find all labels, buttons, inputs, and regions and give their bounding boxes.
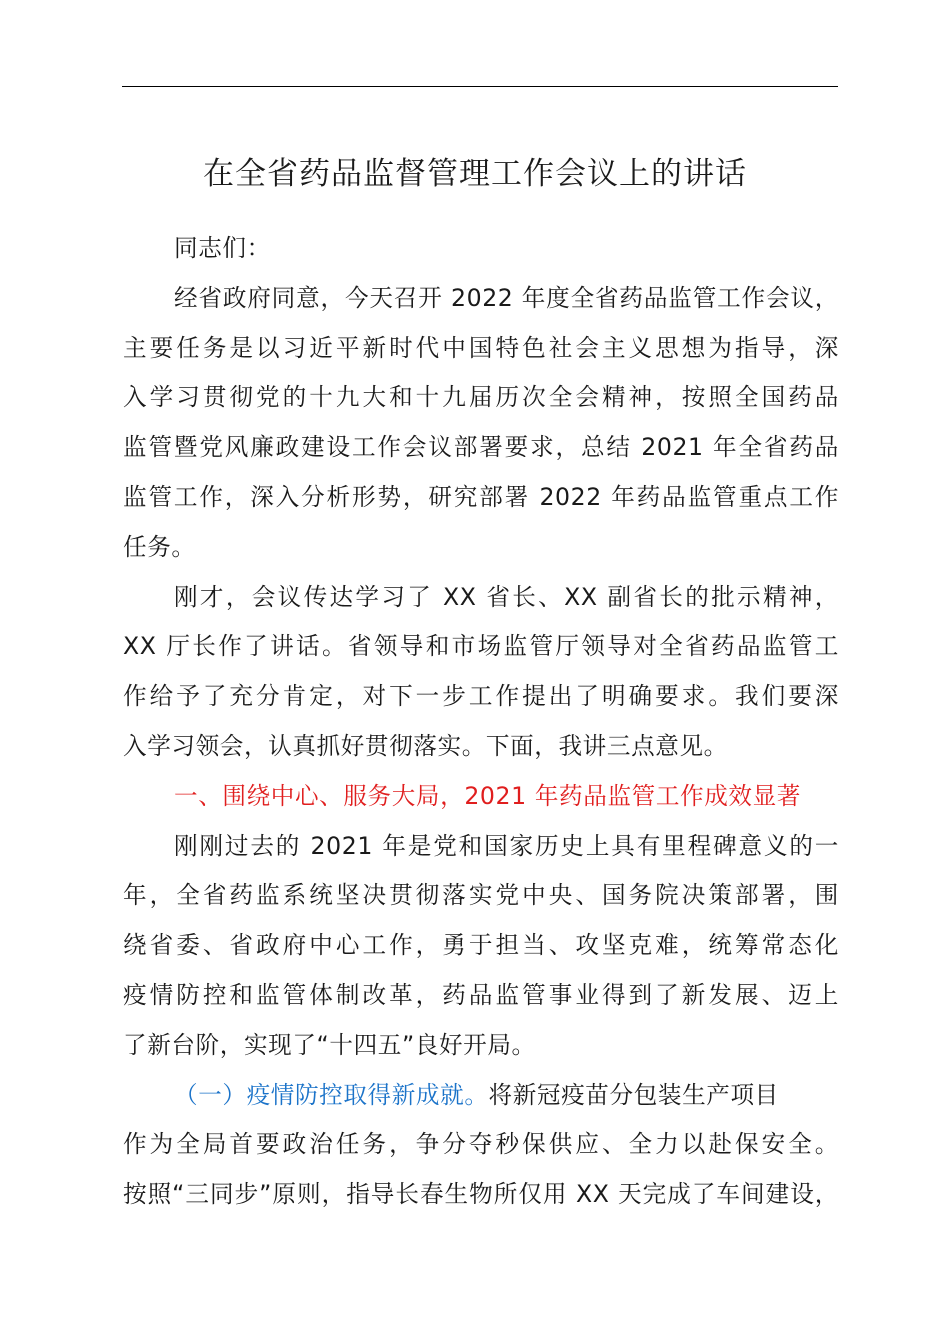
text-line: 按照“三同步”原则，指导长春生物所仅用 XX 天完成了车间建设， xyxy=(123,1180,839,1209)
text-line: 了新台阶，实现了“十四五”良好开局。 xyxy=(123,1030,536,1059)
text-line: 作为全局首要政治任务，争分夺秒保供应、全力以赴保安全。 xyxy=(123,1130,839,1159)
text-line: 入学习贯彻党的十九大和十九届历次全会精神，按照全国药品 xyxy=(123,383,839,412)
paragraph-3 xyxy=(123,822,839,1071)
text-line: 刚刚过去的 2021 年是党和国家历史上具有里程碑意义的一 xyxy=(174,831,839,860)
salutation: 同志们： xyxy=(174,234,271,262)
text-line xyxy=(123,1071,839,1121)
text-line: 作给予了充分肯定，对下一步工作提出了明确要求。我们要深 xyxy=(123,682,839,711)
text-line: 绕省委、省政府中心工作，勇于担当、攻坚克难，统筹常态化 xyxy=(123,931,839,960)
text-line: 经省政府同意，今天召开 2022 年度全省药品监管工作会议， xyxy=(174,283,839,312)
paragraph-4 xyxy=(123,1071,839,1220)
text-line: 疫情防控和监管体制改革，药品监管事业得到了新发展、迈上 xyxy=(123,980,839,1009)
text-line: 刚才，会议传达学习了 XX 省长、XX 副省长的批示精神， xyxy=(174,582,839,611)
text-span: 将新冠疫苗分包装生产项目 xyxy=(488,1080,779,1109)
text-line: 入学习领会，认真抓好贯彻落实。下面，我讲三点意见。 xyxy=(123,731,728,760)
subsection-heading: （一）疫情防控取得新成就。 xyxy=(174,1080,489,1109)
text-line: 任务。 xyxy=(123,532,196,561)
header-rule xyxy=(122,86,838,87)
text-line: 年，全省药监系统坚决贯彻落实党中央、国务院决策部署，围 xyxy=(123,881,839,910)
paragraph-2 xyxy=(123,573,839,772)
document-title: 在全省药品监督管理工作会议上的讲话 xyxy=(203,156,747,192)
text-line: XX 厅长作了讲话。省领导和市场监管厅领导对全省药品监管工 xyxy=(123,632,839,661)
text-line: 监管暨党风廉政建设工作会议部署要求，总结 2021 年全省药品 xyxy=(123,433,839,462)
section-heading: 一、围绕中心、服务大局，2021 年药品监管工作成效显著 xyxy=(174,781,801,810)
text-line: 主要任务是以习近平新时代中国特色社会主义思想为指导，深 xyxy=(123,333,839,362)
text-line: 监管工作，深入分析形势，研究部署 2022 年药品监管重点工作 xyxy=(123,482,839,511)
document-body xyxy=(123,224,839,1220)
paragraph-1 xyxy=(123,274,839,573)
